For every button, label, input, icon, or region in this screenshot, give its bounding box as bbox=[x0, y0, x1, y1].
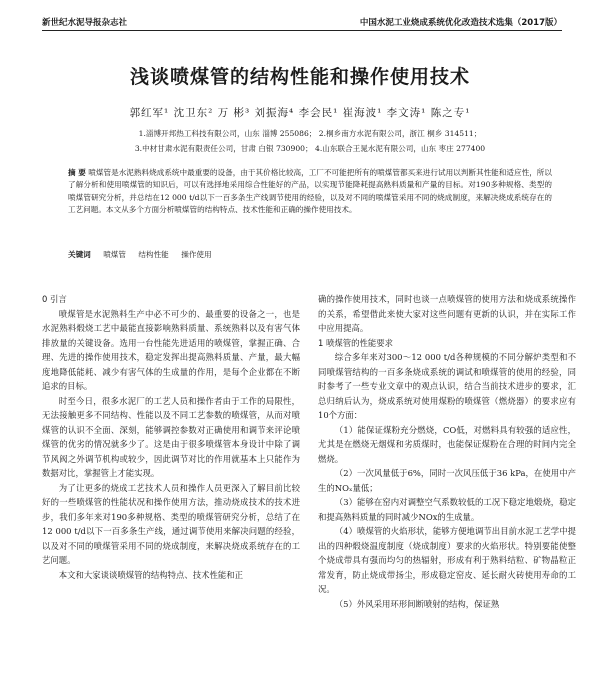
section-heading: 1 喷煤管的性能要求 bbox=[318, 337, 393, 348]
body-paragraph: 时至今日，很多水泥厂的工艺人员和操作者由于工作的局限性，无法接触更多不同结构、性能以及不同工艺参数的喷煤管，从而对喷煤管的认识不全面、深刻，能够调控参数对正确使用和调节来评论喷煤管的优劣的情况就多少了。这是由于很多喷煤管本身设计中除了调节风阀之外调节机构或较少，因此调节对比的作用就基本上只能作为数据对比，掌握管上才能实现。 bbox=[42, 395, 300, 478]
body-paragraph: 本文和大家谈谈喷煤管的结构特点、技术性能和正 bbox=[58, 569, 244, 580]
body-paragraph: （5）外风采用环形间断喷射的结构，保证熟 bbox=[334, 598, 500, 609]
author-list: 郭红军¹ 沈卫东² 万 彬³ 刘振海⁴ 李会民¹ 崔海波¹ 李文涛¹ 陈之专¹ bbox=[129, 107, 471, 119]
keyword: 操作使用 bbox=[181, 250, 212, 259]
keywords-label: 关键词 bbox=[68, 250, 91, 259]
collection-name: 中国水泥工业烧成系统优化改造技术选集（2017版） bbox=[359, 18, 562, 28]
affiliation-line: 3.中材甘肃水泥有限责任公司，甘肃 白银 730900； 4.山东联合王晁水泥有限公司，山东 枣庄 277400 bbox=[134, 144, 486, 153]
abstract bbox=[68, 167, 552, 216]
left-column bbox=[42, 292, 300, 582]
abstract-label: 摘 要 bbox=[68, 168, 86, 177]
keyword: 结构性能 bbox=[138, 250, 169, 259]
body-paragraph: 喷煤管是水泥熟料生产中必不可少的、最重要的设备之一，也是水泥熟料煅烧工艺中最能直接影响熟料质量、系统熟料以及有害气体排放量的关键设备。选用一台性能先进适用的喷煤管，掌握正确、合理、先进的操作使用技术，稳定发挥出提高熟料质量、产量，最大幅度地降低能耗、减少有害气体的生成量的作用，是每个企业都在不断追求的目标。 bbox=[42, 308, 300, 391]
keywords bbox=[68, 249, 222, 260]
section-heading: 0 引言 bbox=[42, 294, 67, 304]
paper-title: 浅谈喷煤管的结构性能和操作使用技术 bbox=[129, 66, 470, 88]
running-header bbox=[42, 14, 562, 31]
body-paragraph: 综合多年来对300～12 000 t/d各种规模的不同分解炉类型和不同喷煤管结构的一百多条烧成系统的调试和喷煤管的使用的经验，同时参考了一些专业文章中的观点认识，结合当前技术进步的要求，汇总归纳后认为，烧成系统对使用煤粉的喷煤管（燃烧器）的要求应有10个方面： bbox=[318, 352, 576, 420]
keyword: 喷煤管 bbox=[103, 250, 126, 259]
body-paragraph: （1）能保证煤粉充分燃烧，CO低，对燃料具有较强的适应性，尤其是在燃烧无烟煤和劣质煤时，也能保证煤粉在合理的时间内完全燃烧。 bbox=[318, 424, 576, 464]
abstract-text: 喷煤管是水泥熟料烧成系统中最重要的设备，由于其价格比较高，工厂不可能把所有的喷煤管都买来进行试用以判断其性能和适应性，所以了解分析和使用喷煤管的知识后，可以有选择地采用综合性能好的产品，以实现节能降耗提高熟料质量和产量的目标。对190多种规格、类型的喷煤管研究分析，并总结在12 000 t/d以下一百多条生产线调节使用的经验，以及对不同的喷煤管采用不同的烧成制度，来解决烧成系统存在的工艺问题。本文从多个方面分析喷煤管的结构特点、技术性能和正确的操作使用技术。 bbox=[68, 168, 552, 214]
body-paragraph: 为了让更多的烧成工艺技术人员和操作人员更深入了解目前比较好的一些喷煤管的性能状况和操作使用方法，推动烧成技术的技术进步，我们多年来对190多种规格、类型的喷煤管研究分析，总结了在12 000 t/d以下一百多条生产线，通过调节使用来解决问题的经验，以及对不同的喷煤管采用不同的烧成制度，来解决烧成系统存在的工艺问题。 bbox=[42, 482, 300, 565]
body-paragraph: （4）喷煤管的火焰形状，能够方便地调节出目前水泥工艺学中提出的四种煅烧温度制度（烧成制度）要求的火焰形状。特别要能使整个烧成带具有强而均匀的热辐射，形成有利于熟料结粒、矿物晶粒正常发育，防止烧成带扬尘，形成稳定窑皮、延长耐火砖使用寿命的工况。 bbox=[318, 526, 576, 594]
body-paragraph: 确的操作使用技术，同时也谈一点喷煤管的使用方法和烧成系统操作的关系，希望借此来使大家对这些问题有更新的认识，并在实际工作中应用提高。 bbox=[318, 294, 576, 333]
right-column bbox=[318, 292, 576, 611]
body-paragraph: （2）一次风量低于6%，同时一次风压低于36 kPa，在使用中产生的NOₓ量低； bbox=[318, 468, 576, 493]
journal-name: 新世纪水泥导报杂志社 bbox=[42, 18, 128, 28]
body-paragraph: （3）能够在窑内对调整空气系数较低的工况下稳定地煅烧，稳定和提高熟料质量的同时减少NOx的生成量。 bbox=[318, 497, 576, 522]
affiliation-line: 1.淄博开邦热工科技有限公司，山东 淄博 255086； 2.桐乡南方水泥有限公司，浙江 桐乡 314511； bbox=[138, 129, 482, 138]
